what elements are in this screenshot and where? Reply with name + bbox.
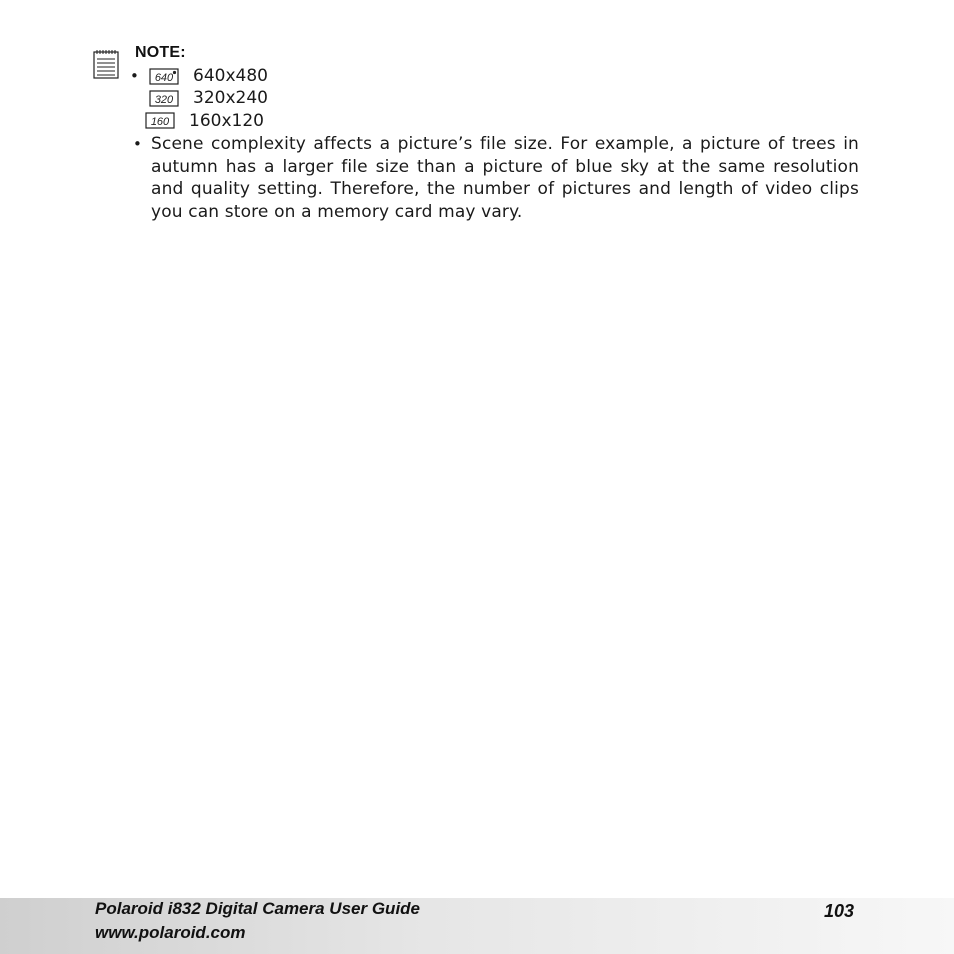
footer-url: www.polaroid.com bbox=[95, 923, 246, 942]
resolution-320-icon bbox=[149, 90, 179, 107]
resolution-640-icon bbox=[149, 68, 179, 85]
resolution-640x480: 640x480 bbox=[193, 66, 268, 86]
notepad-icon bbox=[93, 49, 119, 79]
note-paragraph: Scene complexity affects a picture’s file size. For example, a picture of trees in autumn has a larger file size than a picture of blue sky at the same resolution and quality setting. Therefore, the number of pictures and length of video clips you can store on a memory card may vary. bbox=[151, 134, 859, 223]
resolution-320x240: 320x240 bbox=[193, 88, 268, 108]
note-heading: NOTE: bbox=[135, 44, 186, 61]
resolution-640-icon-label: 640 bbox=[154, 72, 174, 84]
resolution-160-icon bbox=[145, 112, 175, 129]
page-number: 103 bbox=[824, 901, 855, 921]
bullet-glyph: • bbox=[133, 135, 142, 153]
footer-title: Polaroid i832 Digital Camera User Guide bbox=[95, 899, 421, 918]
resolution-320-icon-label: 320 bbox=[154, 94, 174, 106]
resolution-160x120: 160x120 bbox=[189, 111, 264, 131]
bullet-glyph: • bbox=[130, 67, 139, 85]
resolution-160-icon-label: 160 bbox=[150, 116, 170, 128]
